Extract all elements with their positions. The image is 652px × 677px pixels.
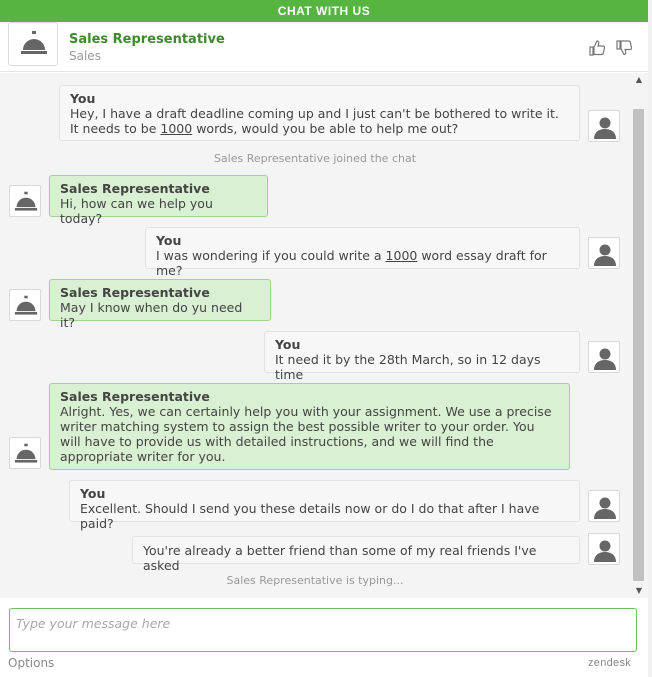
zendesk-logo[interactable]: zendesk (588, 657, 632, 669)
agent-message-avatar (9, 289, 41, 321)
message-author: You (70, 91, 96, 106)
chat-scrollbar[interactable] (630, 73, 648, 598)
bell-icon (14, 442, 38, 466)
visitor-message (132, 536, 580, 573)
message-author: You (80, 486, 106, 501)
chat-header (0, 22, 648, 72)
message-text: You're already a better friend than some of my real friends I've asked (143, 543, 537, 573)
message-author: Sales Representative (60, 181, 210, 196)
window-edge (648, 0, 652, 677)
visitor-avatar (588, 341, 620, 373)
message-author: Sales Representative (60, 285, 210, 300)
system-message: Sales Representative joined the chat (213, 152, 417, 165)
chat-transcript[interactable] (0, 73, 630, 598)
agent-name: Sales Representative (69, 32, 225, 47)
bell-icon (14, 294, 38, 318)
agent-department: Sales (69, 49, 101, 63)
message-text: Hi, how can we help you today? (60, 196, 213, 226)
thumbs-down-icon[interactable] (616, 39, 634, 57)
message-text: Alright. Yes, we can certainly help you with your assignment. We use a precise writer matching system to assign the best possible writer to your order. You will have to provide us with detailed instructions, and we will find the appropriate writer for you. (60, 404, 552, 464)
message-author: You (156, 233, 182, 248)
scroll-down-arrow-icon[interactable]: ▼ (635, 586, 643, 595)
visitor-message (264, 331, 580, 382)
message-text: I was wondering if you could write a 1000 word essay draft for me? (156, 248, 547, 278)
options-link[interactable]: Options (8, 656, 55, 670)
thumbs-up-icon[interactable] (589, 39, 607, 57)
message-text: May I know when do yu need it? (60, 300, 243, 330)
user-icon (593, 242, 617, 266)
chat-title-bar[interactable]: CHAT WITH US (0, 0, 648, 22)
message-author: You (275, 337, 301, 352)
user-icon (593, 538, 617, 562)
user-icon (593, 495, 617, 519)
visitor-message (145, 227, 580, 278)
message-text: It need it by the 28th March, so in 12 days time (275, 352, 541, 382)
visitor-avatar (588, 237, 620, 269)
message-input[interactable] (10, 609, 636, 651)
user-icon (593, 346, 617, 370)
bell-icon (20, 30, 48, 58)
bell-icon (14, 190, 38, 214)
visitor-message (59, 85, 580, 141)
message-text: Excellent. Should I send you these details now or do I do that after I have paid? (80, 501, 540, 531)
message-text: Hey, I have a draft deadline coming up and I just can't be bothered to write it. It needs to be 1000 words, would you be able to help me out? (70, 106, 559, 136)
visitor-avatar (588, 533, 620, 565)
message-author: Sales Representative (60, 389, 210, 404)
scroll-up-arrow-icon[interactable]: ▲ (635, 75, 643, 84)
visitor-avatar (588, 490, 620, 522)
user-icon (593, 115, 617, 139)
agent-message-avatar (9, 437, 41, 469)
visitor-avatar (588, 110, 620, 142)
typing-indicator: Sales Representative is typing... (226, 574, 404, 587)
agent-message-avatar (9, 185, 41, 217)
agent-avatar (8, 22, 58, 66)
scrollbar-thumb[interactable] (633, 109, 644, 581)
visitor-message (69, 480, 580, 531)
agent-message (49, 383, 570, 470)
message-composer[interactable] (9, 608, 637, 652)
agent-message (49, 279, 271, 330)
agent-message (49, 175, 268, 226)
